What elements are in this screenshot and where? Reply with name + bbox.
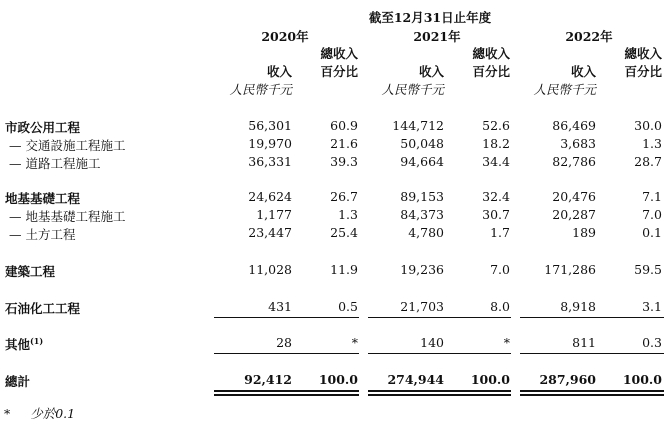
table-cell: 25.4 — [330, 225, 358, 240]
revenue-header-2021: 收入 — [418, 64, 444, 79]
table-cell: 20,476 — [552, 189, 596, 204]
table-cell: 144,712 — [392, 118, 444, 133]
table-cell: * — [503, 335, 510, 350]
table-cell: 94,664 — [400, 154, 444, 169]
table-cell: 0.1 — [642, 225, 662, 240]
row-label-text: 地基基礎工程 — [5, 191, 81, 206]
table-cell: 171,286 — [544, 262, 596, 277]
table-cell: 7.0 — [490, 262, 510, 277]
row-label — [5, 372, 30, 390]
year-2022: 2022年 — [565, 29, 613, 44]
year-2021: 2021年 — [413, 29, 461, 44]
table-cell: 34.4 — [482, 154, 510, 169]
table-rule — [214, 353, 359, 354]
table-cell: 11.9 — [330, 262, 358, 277]
footnote-marker: * — [4, 406, 11, 421]
row-label-text: 其他 — [5, 337, 31, 352]
table-cell: 19,236 — [400, 262, 444, 277]
row-label-text: 總計 — [5, 374, 31, 389]
table-cell: 82,786 — [552, 154, 596, 169]
row-label — [5, 335, 43, 353]
table-cell: 59.5 — [634, 262, 662, 277]
pct-header-line1-2020: 總收入 — [320, 46, 358, 61]
row-label-text: 市政公用工程 — [5, 120, 81, 135]
table-cell: 8,918 — [560, 299, 596, 314]
table-cell: 274,944 — [387, 372, 444, 387]
table-cell: 30.0 — [634, 118, 662, 133]
table-cell: 26.7 — [330, 189, 358, 204]
table-rule — [214, 394, 359, 396]
year-2020: 2020年 — [261, 29, 309, 44]
period-title: 截至12月31日止年度 — [368, 10, 492, 25]
pct-header-line2-2022: 百分比 — [624, 64, 662, 79]
row-label — [9, 154, 100, 172]
row-label-text: 石油化工工程 — [5, 301, 81, 316]
table-cell: 7.1 — [642, 189, 662, 204]
table-rule — [520, 394, 664, 396]
table-cell: 431 — [268, 299, 292, 314]
revenue-header-2020: 收入 — [266, 64, 292, 79]
table-cell: 84,373 — [400, 207, 444, 222]
row-label-text: — 交通設施工程施工 — [9, 138, 126, 153]
table-rule — [214, 390, 359, 392]
table-cell: 30.7 — [482, 207, 510, 222]
row-label — [5, 299, 80, 317]
row-label-text: 建築工程 — [5, 264, 56, 279]
table-cell: 50,048 — [400, 136, 444, 151]
table-rule — [368, 353, 511, 354]
pct-header-line2-2020: 百分比 — [320, 64, 358, 79]
table-rule — [214, 317, 359, 318]
table-rule — [368, 390, 511, 392]
pct-header-line1-2021: 總收入 — [472, 46, 510, 61]
table-cell: 28 — [276, 335, 292, 350]
table-cell: 3.1 — [642, 299, 662, 314]
table-cell: 7.0 — [642, 207, 662, 222]
table-cell: 811 — [572, 335, 596, 350]
table-cell: 21.6 — [330, 136, 358, 151]
unit-label-2020: 人民幣千元 — [229, 82, 292, 97]
table-cell: 1.3 — [338, 207, 358, 222]
table-cell: 20,287 — [552, 207, 596, 222]
table-cell: 3,683 — [560, 136, 596, 151]
table-cell: 28.7 — [634, 154, 662, 169]
table-cell: * — [351, 335, 358, 350]
row-label — [5, 262, 55, 280]
table-rule — [368, 394, 511, 396]
table-cell: 1.7 — [490, 225, 510, 240]
table-cell: 32.4 — [482, 189, 510, 204]
table-rule — [520, 390, 664, 392]
table-cell: 52.6 — [482, 118, 510, 133]
table-cell: 60.9 — [330, 118, 358, 133]
table-cell: 21,703 — [400, 299, 444, 314]
row-label-text: — 土方工程 — [9, 227, 76, 242]
table-cell: 56,301 — [248, 118, 292, 133]
unit-label-2022: 人民幣千元 — [533, 82, 596, 97]
table-cell: 4,780 — [408, 225, 444, 240]
table-cell: 89,153 — [400, 189, 444, 204]
pct-header-line2-2021: 百分比 — [472, 64, 510, 79]
table-cell: 189 — [572, 225, 596, 240]
row-label — [9, 136, 125, 154]
table-rule — [368, 317, 511, 318]
table-cell: 0.3 — [642, 335, 662, 350]
table-rule — [520, 317, 664, 318]
table-cell: 100.0 — [318, 372, 358, 387]
row-label-text: — 地基基礎工程施工 — [9, 209, 126, 224]
table-cell: 8.0 — [490, 299, 510, 314]
table-cell: 92,412 — [244, 372, 292, 387]
revenue-header-2022: 收入 — [570, 64, 596, 79]
table-rule — [520, 353, 664, 354]
table-cell: 287,960 — [539, 372, 596, 387]
table-cell: 36,331 — [248, 154, 292, 169]
table-cell: 39.3 — [330, 154, 358, 169]
table-cell: 23,447 — [248, 225, 292, 240]
row-label — [9, 225, 75, 243]
table-cell: 18.2 — [482, 136, 510, 151]
table-cell: 24,624 — [248, 189, 292, 204]
footnote-text: 少於0.1 — [30, 406, 76, 421]
table-cell: 11,028 — [248, 262, 292, 277]
row-label — [5, 189, 80, 207]
table-cell: 86,469 — [552, 118, 596, 133]
row-label — [5, 118, 80, 136]
footnote-ref: (1) — [30, 335, 44, 346]
table-cell: 100.0 — [622, 372, 662, 387]
table-cell: 140 — [420, 335, 444, 350]
pct-header-line1-2022: 總收入 — [624, 46, 662, 61]
table-cell: 1,177 — [256, 207, 292, 222]
row-label — [9, 207, 125, 225]
footnote — [4, 404, 75, 422]
table-cell: 100.0 — [470, 372, 510, 387]
table-cell: 0.5 — [338, 299, 358, 314]
unit-label-2021: 人民幣千元 — [381, 82, 444, 97]
row-label-text: — 道路工程施工 — [9, 156, 101, 171]
table-cell: 1.3 — [642, 136, 662, 151]
table-cell: 19,970 — [248, 136, 292, 151]
